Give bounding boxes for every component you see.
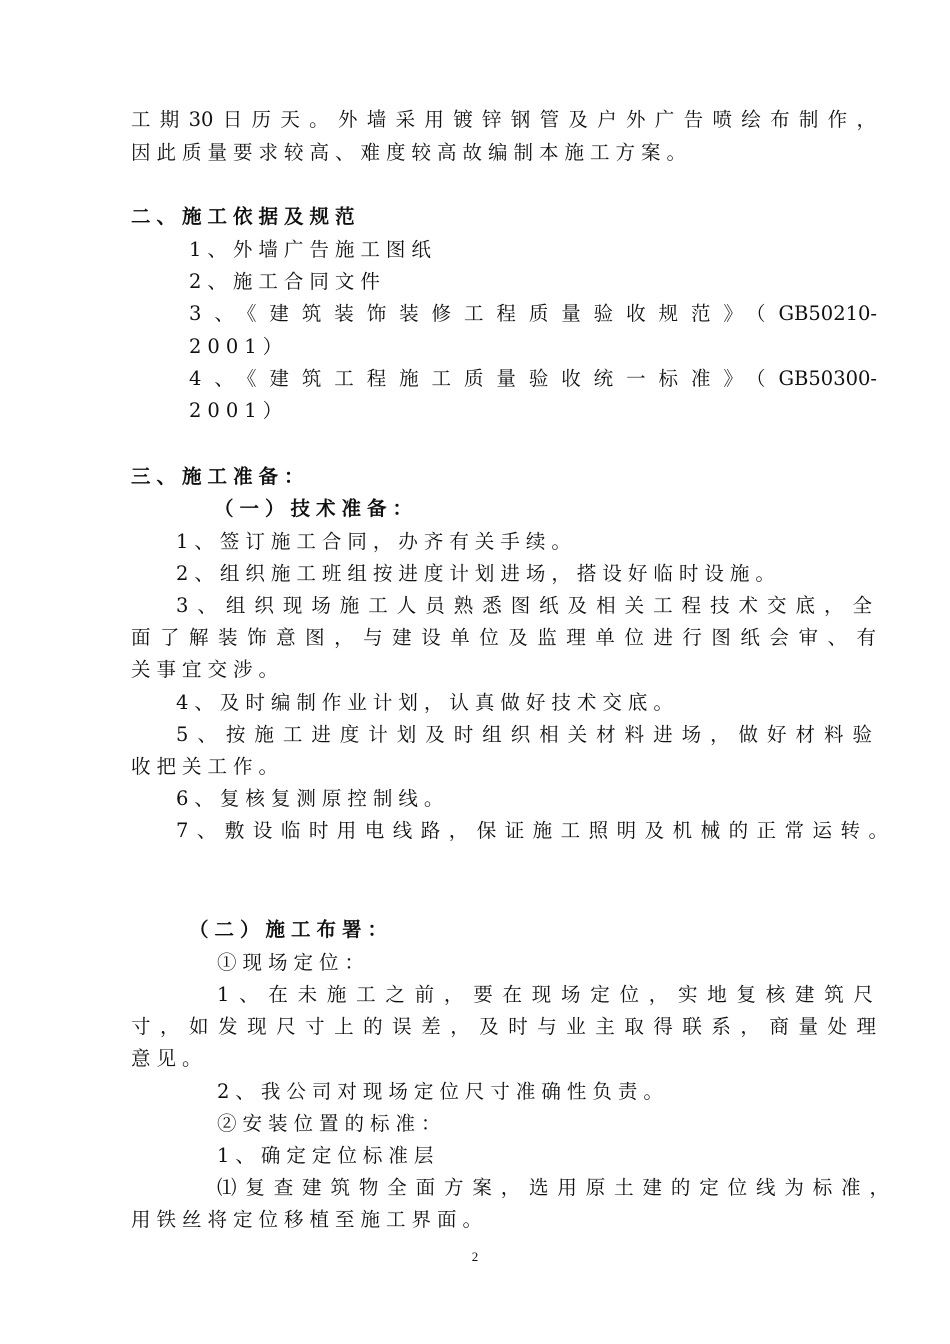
- section-2-heading: 二、施工依据及规范: [131, 205, 361, 228]
- list-item: 7、敷设临时用电线路，保证施工照明及机械的正常运转。: [176, 819, 888, 842]
- list-item-continued: 关事宜交涉。: [131, 658, 285, 681]
- list-item: 2、我公司对现场定位尺寸准确性负责。: [217, 1080, 669, 1103]
- list-item-continued: 收把关工作。: [131, 755, 285, 778]
- list-item: 1、确定定位标准层: [217, 1144, 440, 1167]
- section-2-item: 4、《建筑工程施工质量验收统一标准》（GB50300-: [189, 367, 877, 390]
- section-2-item: 1、外墙广告施工图纸: [189, 238, 437, 261]
- section-2-item: 2001）: [189, 335, 289, 358]
- intro-line-2: 因此质量要求较高、难度较高故编制本施工方案。: [131, 141, 693, 164]
- list-item: ②安装位置的标准：: [217, 1112, 447, 1135]
- list-item: 2、组织施工班组按进度计划进场，搭设好临时设施。: [176, 562, 781, 585]
- list-item-continued: 面了解装饰意图，与建设单位及监理单位进行图纸会审、有: [131, 626, 876, 649]
- list-item-continued: 用铁丝将定位移植至施工界面。: [131, 1208, 489, 1231]
- section-2-item: 3、《建筑装饰装修工程质量验收规范》（GB50210-: [189, 302, 877, 325]
- section-2-item: 2、施工合同文件: [189, 270, 386, 293]
- list-item: 1、在未施工之前，要在现场定位，实地复核建筑尺: [217, 983, 873, 1006]
- section-3-heading: 三、施工准备：: [131, 465, 310, 488]
- intro-line-1: 工期30日历天。外墙采用镀锌钢管及户外广告喷绘布制作，: [131, 108, 876, 131]
- list-item: ⑴复查建筑物全面方案，选用原土建的定位线为标准，: [217, 1176, 889, 1199]
- page-number: 2: [471, 1249, 479, 1264]
- list-item: 1、签订施工合同，办齐有关手续。: [176, 530, 577, 553]
- subsection-heading: （一）技术准备：: [214, 497, 419, 520]
- list-item: ①现场定位：: [217, 951, 371, 974]
- list-item: 6、复核复测原控制线。: [176, 787, 450, 810]
- subsection-heading: （二）施工布署：: [189, 918, 394, 941]
- list-item: 5、按施工进度计划及时组织相关材料进场，做好材料验: [176, 723, 872, 746]
- list-item: 4、及时编制作业计划，认真做好技术交底。: [176, 691, 679, 714]
- list-item-continued: 意见。: [131, 1047, 208, 1070]
- list-item: 3、组织现场施工人员熟悉图纸及相关工程技术交底，全: [176, 594, 872, 617]
- list-item-continued: 寸，如发现尺寸上的误差，及时与业主取得联系，商量处理: [131, 1015, 876, 1038]
- section-2-item: 2001）: [189, 399, 289, 422]
